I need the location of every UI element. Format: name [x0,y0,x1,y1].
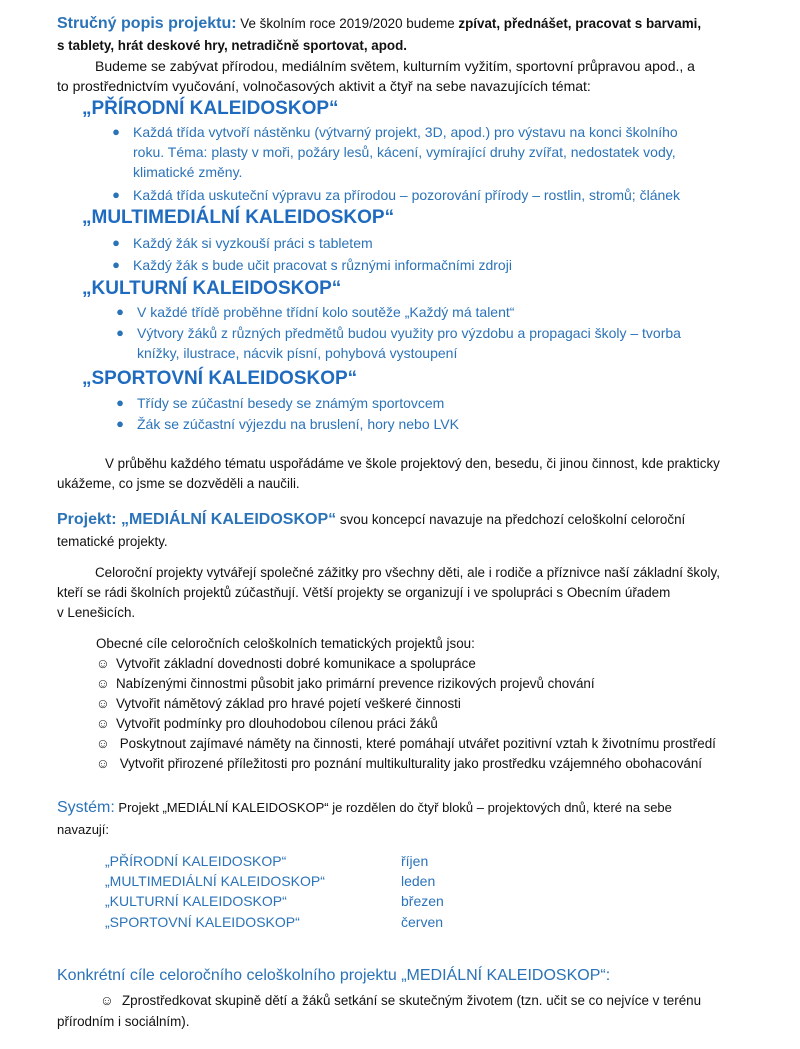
schedule-block-4: „SPORTOVNÍ KALEIDOSKOP“ [105,914,300,930]
concrete-item: ☺ Zprostředkovat skupině dětí a žáků setkání se skutečným životem (tzn. učit se co nejvíce v terénu [100,991,701,1011]
goal-item-1: ☺ Vytvořit základní dovednosti dobré komunikace a spolupráce [96,654,476,674]
bullet-icon: ● [112,235,120,250]
bullet-icon: ● [116,304,124,319]
theme-title-sportovni: „SPORTOVNÍ KALEIDOSKOP“ [82,368,358,389]
bullet-icon: ● [112,187,120,202]
theme-4-bullet-2: ● Žák se zúčastní výjezdu na bruslení, hory nebo LVK [116,416,459,432]
bullet-icon: ● [112,257,120,272]
project-label: Projekt: [57,511,122,528]
theme-3-bullet-2: ● Výtvory žáků z různých předmětů budou využity pro výzdobu a propagaci školy – tvorba knížky, ilustrace, nácvik písní, pohybová vystoupení [116,325,681,361]
smiley-icon: ☺ [96,656,110,671]
bullet-icon: ● [112,124,120,139]
project-line-2: tematické projekty. [57,534,168,549]
intro-para-line-1: Budeme se zabývat přírodou, mediálním světem, kulturním vyžitím, sportovní průpravou apod., a [95,58,695,74]
smiley-icon: ☺ [96,756,110,771]
schedule-month-2: leden [401,873,436,889]
schedule-block-3: „KULTURNÍ KALEIDOSKOP“ [105,893,287,909]
schedule-month-3: březen [401,893,444,909]
project-name: „MEDIÁLNÍ KALEIDOSKOP“ [121,511,337,528]
summary-line-2: ukážeme, co jsme se dozvěděli a naučili. [57,476,300,491]
theme-1-bullet-2: ● Každá třída uskuteční výpravu za přírodou – pozorování přírody – rostlin, stromů; článek [112,187,681,203]
theme-2-bullet-1: ● Každý žák si vyzkouší práci s tabletem [112,235,373,251]
goal-item-3: ☺ Vytvořit námětový základ pro hravé pojetí veškeré činnosti [96,694,461,714]
goal-item-2: ☺ Nabízenými činnostmi působit jako primární prevence rizikových projevů chování [96,674,595,694]
goal-item-5: ☺ Poskytnout zajímavé náměty na činnosti, které pomáhají utvářet pozitivní vztah k životnímu prostředí [96,734,716,754]
intro-para-line-2: to prostřednictvím vyučování, volnočasových aktivit a čtyř na sebe navazujících témat: [57,78,591,94]
theme-1-bullet-1: ● Každá třída vytvoří nástěnku (výtvarný projekt, 3D, apod.) pro výstavu na konci školního roku. Téma: plasty v moři, požáry lesů, kácení, vymírající druhy zvířat, nedostatek vody, klimatické změny. [112,124,678,180]
summary-line-1: V průběhu každého tématu uspořádáme ve škole projektový den, besedu, či jinou činnost, kde prakticky [105,456,720,471]
system-line-1: Systém: Projekt „MEDIÁLNÍ KALEIDOSKOP“ je rozdělen do čtyř bloků – projektových dnů, které na sebe [57,799,672,816]
system-label: Systém: [57,799,115,816]
theme-title-multimedialni: „MULTIMEDIÁLNÍ KALEIDOSKOP“ [82,207,395,228]
theme-title-prirodni: „PŘÍRODNÍ KALEIDOSKOP“ [82,98,339,119]
schedule-month-4: červen [401,914,444,930]
smiley-icon: ☺ [96,736,110,751]
goals-intro: Obecné cíle celoročních celoškolních tematických projektů jsou: [96,636,475,651]
bullet-icon: ● [116,395,124,410]
intro-line-2: s tablety, hrát deskové hry, netradičně sportovat, apod. [57,38,407,53]
project-line-1: Projekt: „MEDIÁLNÍ KALEIDOSKOP“ svou koncepcí navazuje na předchozí celoškolní celoroční [57,511,686,528]
schedule-block-1: „PŘÍRODNÍ KALEIDOSKOP“ [105,853,287,869]
theme-2-bullet-2: ● Každý žák s bude učit pracovat s různými informačními zdroji [112,257,512,273]
smiley-icon: ☺ [100,993,114,1008]
intro-heading: Stručný popis projektu [57,15,232,32]
bullet-icon: ● [116,325,124,340]
smiley-icon: ☺ [96,696,110,711]
smiley-icon: ☺ [96,716,110,731]
bullet-icon: ● [116,416,124,431]
theme-title-kulturni: „KULTURNÍ KALEIDOSKOP“ [82,278,342,299]
theme-4-bullet-1: ● Třídy se zúčastní besedy se známým sportovcem [116,395,445,411]
concrete-item-line-2: přírodním i sociálním). [57,1014,190,1029]
theme-3-bullet-1: ● V každé třídě proběhne třídní kolo soutěže „Každý má talent“ [116,304,515,320]
smiley-icon: ☺ [96,676,110,691]
concrete-heading: Konkrétní cíle celoročního celoškolního projektu „MEDIÁLNÍ KALEIDOSKOP“: [57,967,611,984]
project-para-line-1: Celoroční projekty vytvářejí společné zážitky pro všechny děti, ale i rodiče a příznivce naší základní školy, [95,565,720,580]
goal-item-4: ☺ Vytvořit podmínky pro dlouhodobou cílenou práci žáků [96,714,438,734]
intro-line-1: Stručný popis projektu: Ve školním roce 2019/2020 budeme zpívat, přednášet, pracovat s barvami, [57,15,702,32]
concrete-project-name: „MEDIÁLNÍ KALEIDOSKOP“: [401,967,611,984]
schedule-month-1: říjen [401,853,429,869]
system-line-2: navazují: [57,822,110,837]
goal-item-6: ☺ Vytvořit přirozené příležitosti pro poznání multikulturality jako prostředku vzájemného obohacování [96,754,702,774]
schedule-block-2: „MULTIMEDIÁLNÍ KALEIDOSKOP“ [105,873,325,889]
project-para-line-2: kteří se rádi školních projektů zúčastňují. Větší projekty se organizují i ve spolupráci s Obecním úřadem [57,585,671,600]
project-para-line-3: v Lenešicích. [57,605,136,620]
